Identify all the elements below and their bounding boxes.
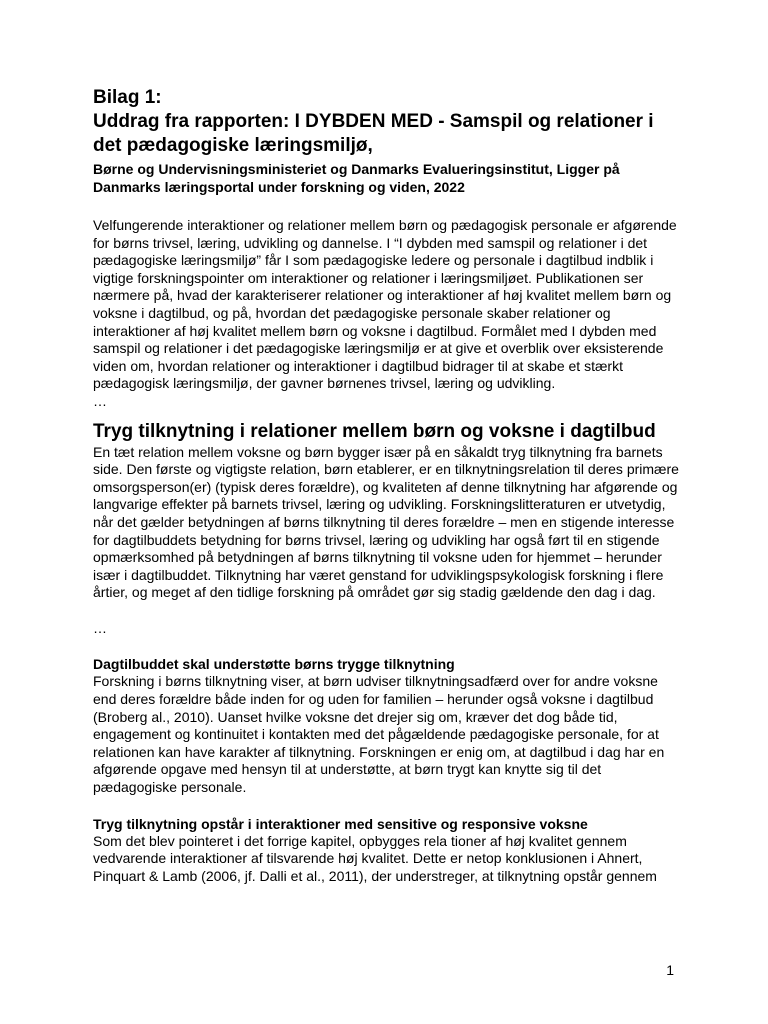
section-paragraph: En tæt relation mellem voksne og børn bygger især på en såkaldt tryg tilknytning fra barnets side. Den første og vigtigste relation, børn etablerer, er en tilknytningsrelation til deres primære omsorgsperson(er) (typisk deres forældre), og kvaliteten af denne tilknytning har afgørende og langvarige effekter på barnets trivsel, læring og udvikling. Forskningslitteraturen er utvetydig, når det gælder betydningen af børns tilknytning til deres forældre – men en stigende interesse for dagtilbuddets betydning for børns trivsel, læring og udvikling har også ført til en stigende opmærksomhed på betydningen af børns tilknytning til voksne uden for hjemmet – herunder især i dagtilbuddet. Tilknytning har været genstand for udviklingspsykologisk forskning i flere årtier, og meget af den tidlige forskning på området gør sig stadig gældende den dag i dag.	[93, 443, 679, 601]
ellipsis-1: …	[93, 392, 107, 409]
intro-paragraph: Velfungerende interaktioner og relationer mellem børn og pædagogisk personale er afgørende for børns trivsel, læring, udvikling og dannelse. I “I dybden med samspil og relationer i det pædagogiske læringsmiljø” får I som pædagogiske ledere og personale i dagtilbud indblik i vigtige forskningspointer om interaktioner og relationer i læringsmiljøet. Publikationen ser nærmere på, hvad der karakteriserer relationer og interaktioner af høj kvalitet mellem børn og voksne i dagtilbud, og på, hvordan det pædagogiske personale skaber relationer og interaktioner af høj kvalitet mellem børn og voksne i dagtilbud. Formålet med I dybden med samspil og relationer i det pædagogiske læringsmiljø er at give et overblik over eksisterende viden om, hvordan relationer og interaktioner i dagtilbud bidrager til at skabe et stærkt pædagogisk læringsmiljø, der gavner børnenes trivsel, læring og udvikling.	[93, 217, 677, 392]
subsection-2-paragraph: Som det blev pointeret i det forrige kapitel, opbygges rela tioner af høj kvalitet gennem vedvarende interaktioner af tilsvarende høj kvalitet. Dette er netop konklusionen i Ahnert, Pinquart & Lamb (2006, jf. Dalli et al., 2011), der understreger, at tilknytning opstår gennem	[93, 832, 657, 884]
section-heading: Tryg tilknytning i relationer mellem børn og voksne i dagtilbud	[93, 420, 656, 442]
subsection-2-heading: Tryg tilknytning opstår i interaktioner med sensitive og responsive voksne	[93, 815, 588, 832]
report-title: Uddrag fra rapporten: I DYBDEN MED - Samspil og relationer i det pædagogiske læringsmiljø,	[93, 111, 654, 156]
ellipsis-2: …	[93, 619, 107, 636]
appendix-label: Bilag 1:	[93, 87, 162, 108]
subsection-1-paragraph: Forskning i børns tilknytning viser, at børn udviser tilknytningsadfærd over for andre voksne end deres forældre både inden for og uden for familien – herunder også voksne i dagtilbud (Broberg al., 2010). Uanset hvilke voksne det drejer sig om, kræver det dog både tid, engagement og kontinuitet i kontakten med det pågældende pædagogiske personale, for at relationen kan have karakter af tilknytning. Forskningen er enig om, at dagtilbud i dag har en afgørende opgave med hensyn til at understøtte, at børn trygt kan knytte sig til det pædagogiske personale.	[93, 673, 665, 796]
subsection-1-heading: Dagtilbuddet skal understøtte børns trygge tilknytning	[93, 656, 455, 673]
page-number: 1	[666, 962, 674, 978]
document-page	[93, 86, 683, 885]
report-source: Børne og Undervisningsministeriet og Danmarks Evalueringsinstitut, Ligger på Danmarks læringsportal under forskning og viden, 2022	[93, 161, 620, 195]
